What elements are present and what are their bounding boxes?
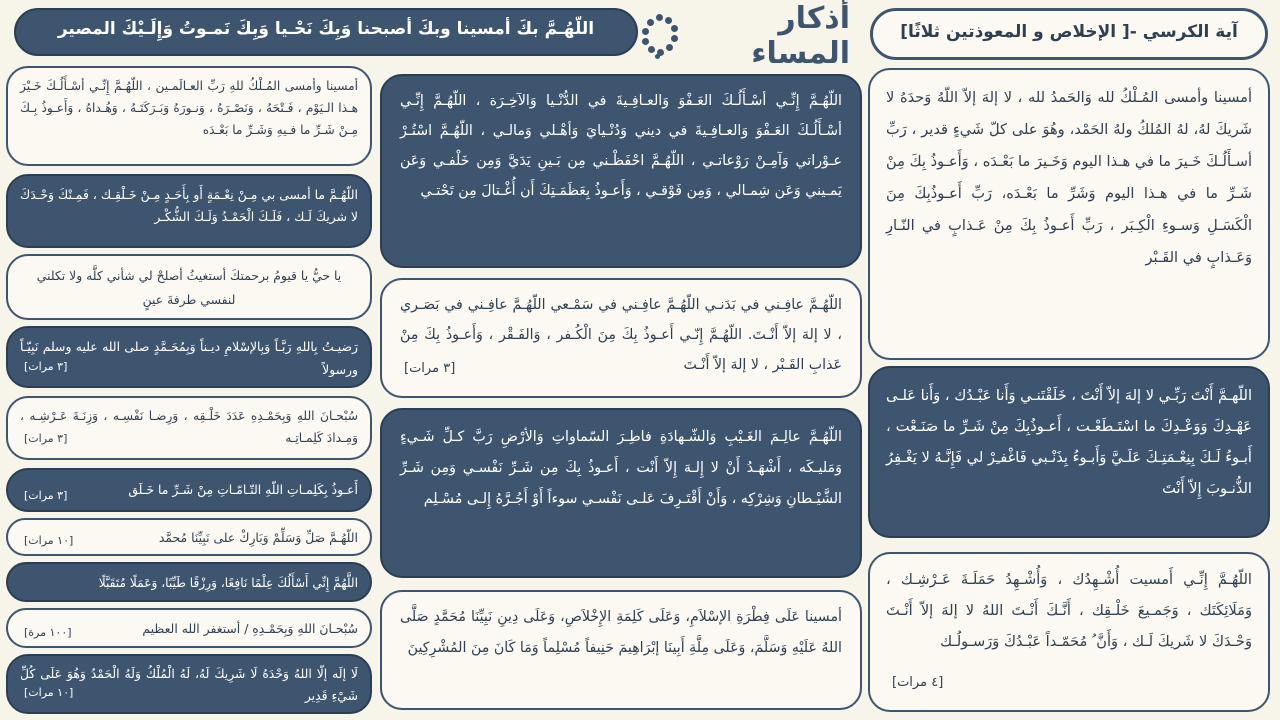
repeat-count: [ ١٠ مرات]: [24, 682, 73, 704]
repeat-count: [ ٣ مرات]: [24, 428, 67, 450]
left-dhikr-7: [6, 518, 372, 556]
middle-dhikr-3-text: اللّهُـمَّ عالِـمَ الغَـيْبِ وَالشّـهادَةِ فاطِـرَ السّماواتِ وَالأرْضِ رَبَّ كـلِّ شَـيءٍ وَمَليـكَه ، أَشْهَـدُ أَنْ لا إِلـهَ إِلاّ أَنْت ، أَعـوذُ بِكَ مِن شَـرِّ نَفْسـي وَمِن شَـرِّ الشَّيْـطانِ وَشِرْكِه ، وَأَنْ أَقْتَـرِفَ عَلـى نَفْسـي سوءاً أَوْ أَجُـرَّهُ إِلـى مُسْـلِم: [400, 429, 842, 507]
middle-dhikr-1: [380, 74, 862, 268]
left-dhikr-1: [6, 66, 372, 166]
top-right-banner: [870, 8, 1268, 60]
repeat-count: [ ١٠٠ مرة]: [24, 621, 72, 645]
middle-dhikr-2-text: اللّهُـمَّ عافِـني في بَدَنـي اللّهُـمَّ عافِـني في سَمْـعي اللّهُـمَّ عافِـني في بَصَـري ، لا إلهَ إلاّ أَنْـتَ. اللّهُـمَّ إِنّـي أَعـوذُ بِكَ مِنَ الْكُـفر ، وَالفَـقْر ، وَأَعـوذُ بِكَ مِنْ عَذابِ القَـبْر ، لا إلهَ إلاّ أَنْـتَ: [400, 297, 842, 373]
middle-dhikr-1-text: اللّهُـمَّ إِنِّـي أسْـأَلُـكَ العَـفْوَ وَالعـافِـيةَ في الدُّنْـيا وَالآخِـرَة ، اللّهُـمَّ إِنِّـي أسْـأَلُـكَ العَـفْوَ وَالعـافِـيةَ في ديني وَدُنْـيايَ وَأهْـلي وَمالـي ، اللّهُـمَّ اسْتُـرْ عـوْراتي وَآمِـنْ رَوْعاتـي ، اللّهُـمَّ احْفَظْـني مِن بَـينِ يَدَيَّ وَمِن خَلْفـي وَعَن يَمـيني وَعَن شِمـالي ، وَمِن فَوْقـي ، وَأَعـوذُ بِعَظَمَـتِكَ أَن أُغْـتالَ مِن تَحْتـي: [400, 93, 842, 199]
left-dhikr-9: [6, 608, 372, 648]
middle-dhikr-4: [380, 590, 862, 710]
repeat-count: [ ٣ مرات]: [24, 355, 67, 378]
prayer-beads-icon: [640, 14, 677, 58]
middle-dhikr-4-text: أمسينا عَلَى فِطْرَةِ الإسْلاَمِ، وَعَلَى كَلِمَةِ الإِخْلاَصِ، وَعَلَى دِينِ نَبِيِّنَا مُحَمَّدٍ صَلَّى اللهُ عَلَيْهِ وَسَلَّمَ، وَعَلَى مِلَّةِ أَبِينَا إبْرَاهِيمَ حَنِيفاً مُسْلِماً وَمَا كَانَ مِنَ المُشْرِكِينَ: [400, 609, 842, 656]
left-dhikr-3-text: يا حيُّ يا قيومُ برحمتكَ أستغيثُ أصلحْ لي شأني كلَّه ولا تكلني لنفسي طرفةَ عينٍ: [36, 268, 342, 307]
left-dhikr-10: [6, 654, 372, 714]
middle-dhikr-3: [380, 408, 862, 578]
left-dhikr-2-text: اللّهُـمَّ ما أمسى بي مِـنْ نِعْـمَةٍ أَو بِأَحَـدٍ مِـنْ خَـلْقِـك ، فَمِـنْكَ وَحْـدَكَ لا شريكَ لَـك ، فَلَـكَ الْحَمْـدُ وَلَـكَ الشُّكْـر: [20, 187, 358, 224]
left-dhikr-8: [6, 562, 372, 602]
left-dhikr-6-text: أَعـوذُ بِكَلِمـاتِ اللّهِ التّـامّـاتِ مِنْ شَـرِّ ما خَـلَق: [128, 482, 358, 497]
repeat-count: [ ١٠ مرات]: [24, 530, 73, 552]
repeat-count: [ ٣ مرات]: [24, 483, 67, 509]
right-dhikr-2-text: اللّهـمَّ أَنْتَ رَبِّـي لا إلهَ إلاّ أَنْتَ ، خَلَقْتَنـي وَأَنا عَبْـدُك ، وَأَنا عَلـى عَهْـدِكَ وَوَعْـدِكَ ما اسْتَـطَعْـت ، أَعـوذُبِكَ مِنْ شَـرِّ ما صَنَـعْت ، أَبـوءُ لَـكَ بِنِعْـمَتِـكَ عَلَـيَّ وَأَبـوءُ بِذَنْـبي فَاغْفـِرْ لي فَإِنَّـهُ لا يَغْـفِرُ الذُّنـوبَ إِلاّ أَنْتَ: [886, 387, 1252, 497]
top-left-banner-text: اللّهُـمَّ بكَ أمسينا وبكَ أصبحنا وَبِكَ نَحْـيا وَبِكَ نَمـوتُ وَإِلَـيْكَ المصير: [57, 19, 595, 39]
left-dhikr-8-text: اللَّهُمَّ إِنِّي أَسْأَلُكَ عِلْمًا نَافِعًا، وَرِزْقًا طَيِّبًا، وَعَمَلًا مُتَقَبَّلًا: [98, 576, 358, 590]
left-dhikr-10-text: لَا إلَه إلّا اللهُ وَحْدَهُ لَا شَرِيكَ لَهُ، لَهُ الْمُلْكُ وَلَهُ الْحَمْدُ وَهُوَ عَلَى كُلِّ شَيْءِ قَدِير: [20, 666, 358, 703]
right-dhikr-3-text: اللّهُـمَّ إِنِّـي أَمسيت أُشْـهِدُك ، وَأُشْـهِدُ حَمَلَـةَ عَـرْشِـك ، وَمَلَائِكَتَك ، وَجَمـيعَ خَلْـقِك ، أَنَّـكَ أَنْـتَ اللهُ لا إلهَ إلاّ أَنْـتَ وَحْـدَكَ لا شَريكَ لَـك ، وَأَنَّ ُ مُحَمّـداً عَبْـدُكَ وَرَسـولُـك: [886, 571, 1252, 650]
left-dhikr-4: [6, 326, 372, 388]
page-title: أذكار المساء: [751, 1, 850, 71]
repeat-count: [ ٣ مرات]: [404, 354, 455, 384]
left-dhikr-3: [6, 254, 372, 320]
top-left-banner: [14, 8, 638, 56]
left-dhikr-9-text: سُبْحـانَ اللهِ وَبِحَمْـدِهِ / أستغفر الله العظيم: [142, 621, 358, 636]
left-dhikr-6: [6, 468, 372, 512]
left-dhikr-1-text: أمسينا وأمسى المُـلْكُ للهِ رَبِّ العـالَمـين ، اللّهُـمَّ إِنِّـي أسْـأَلُـكَ خَـيْرَ هـذا الـيَوْم ، فَـتْحَهُ ، وَنَصْـرَهُ ، وَنـورَهُ وَبَـرَكَتَـهُ ، وَهُـداهُ ، وَأَعـوذُ بِـكَ مِـنْ شَـرِّ ما فـيهِ وَشَـرِّ ما بَعْـدَه: [20, 79, 358, 137]
right-dhikr-1-text: أمسينا وأمسى المُـلْكُ لله وَالحَمدُ لله ، لا إلهَ إلاّ اللّهُ وَحدَهُ لا شَريكَ لهُ، لهُ المُلكُ ولهُ الحَمْد، وهُوَ على كلّ شَيءٍ قدير ، رَبِّ أسـأَلُـكَ خَـيرَ ما في هـذا اليوم وَخَـيرَ ما بَعْـدَه ، وَأَعـوذُ بِكَ مِنْ شَـرِّ ما في هـذا اليوم وَشَرِّ ما بَعْـدَه، رَبِّ أَعـوذُبِكَ مِنَ الْكَسَـلِ وَسـوءِ الْكِـبَر ، رَبِّ أَعـوذُ بِكَ مِنْ عَـذابٍ في النّـارِ وَعَـذابٍ في القَـبْر: [886, 89, 1252, 266]
left-dhikr-7-text: اللّهُـمَّ صَلِّ وَسَلِّمْ وَبَارِكْ على نَبِيِّنَا مُحمَّد: [158, 530, 358, 545]
left-dhikr-2: [6, 174, 372, 248]
repeat-count: [ ٤ مرات]: [892, 667, 943, 698]
top-right-banner-text: آية الكرسي -[ الإخلاص و المعوذتين ثلاثًا]: [900, 22, 1238, 42]
middle-dhikr-2: [380, 278, 862, 398]
right-dhikr-3: [868, 552, 1270, 712]
left-dhikr-5: [6, 396, 372, 460]
right-dhikr-2: [868, 366, 1270, 538]
right-dhikr-1: [868, 68, 1270, 360]
left-dhikr-5-text: سُبْحـانَ اللهِ وَبِحَمْـدِهِ عَدَدَ خَلْـقِه ، وَرِضـا نَفْسِـه ، وَزِنَـةَ عَـرْشِـه ، وَمِـدادَ كَلِمـاتِـه: [20, 409, 358, 445]
left-dhikr-4-text: رَضيـتُ بِاللهِ رَبَّـاً وَبِالإسْلامِ ديـناً وَبِمُحَـمَّدٍ صلى الله عليه وسلم نَبِيّـاً ورسولاً: [20, 339, 358, 377]
page-title-area: [640, 1, 850, 71]
